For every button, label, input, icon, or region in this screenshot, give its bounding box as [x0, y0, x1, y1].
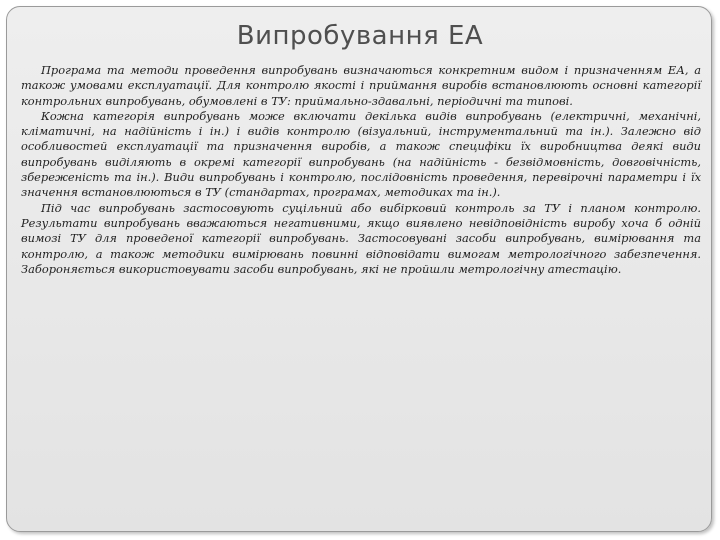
paragraph-1: Програма та методи проведення випробувань визначаються конкретним видом і призначенням ЕА, а також умовами експлуатації. Для контролю якості і приймання виробів встановлюють основні категорії контрольних випробувань, обумовлені в ТУ: приймально-здавальні, періодичні та типові. [21, 63, 701, 108]
paragraph-3: Під час випробувань застосовують суцільний або вибірковий контроль за ТУ і планом контролю. Результати випробувань вважаються негативними, якщо виявлено невідповідність виробу хоча б одній вимозі ТУ для проведеної категорії випробувань. Застосовувані засоби випробувань, вимірювання та контролю, а також методики вимірювань повинні відповідати вимогам метрологічного забезпечення. Забороняється використовувати засоби випробувань, які не пройшли метрологічну атестацію. [21, 200, 701, 276]
paragraph-2: Кожна категорія випробувань може включати декілька видів випробувань (електричні, механічні, кліматичні, на надійність і ін.) і видів контролю (візуальний, інструментальний та ін.). Залежно від особливостей експлуатації та призначення виробів, а також специфіки їх виробництва деякі види випробувань виділяють в окремі категорії випробувань (на надійність - безвідмовність, довговічність, збереженість та ін.). Види випробувань і контролю, послідовність проведення, перевірочні параметри і їх значення встановлюються в ТУ (стандартах, програмах, методиках та ін.). [21, 108, 701, 200]
slide [6, 6, 712, 532]
slide-body [21, 63, 701, 277]
slide-title: Випробування ЕА [236, 21, 484, 51]
